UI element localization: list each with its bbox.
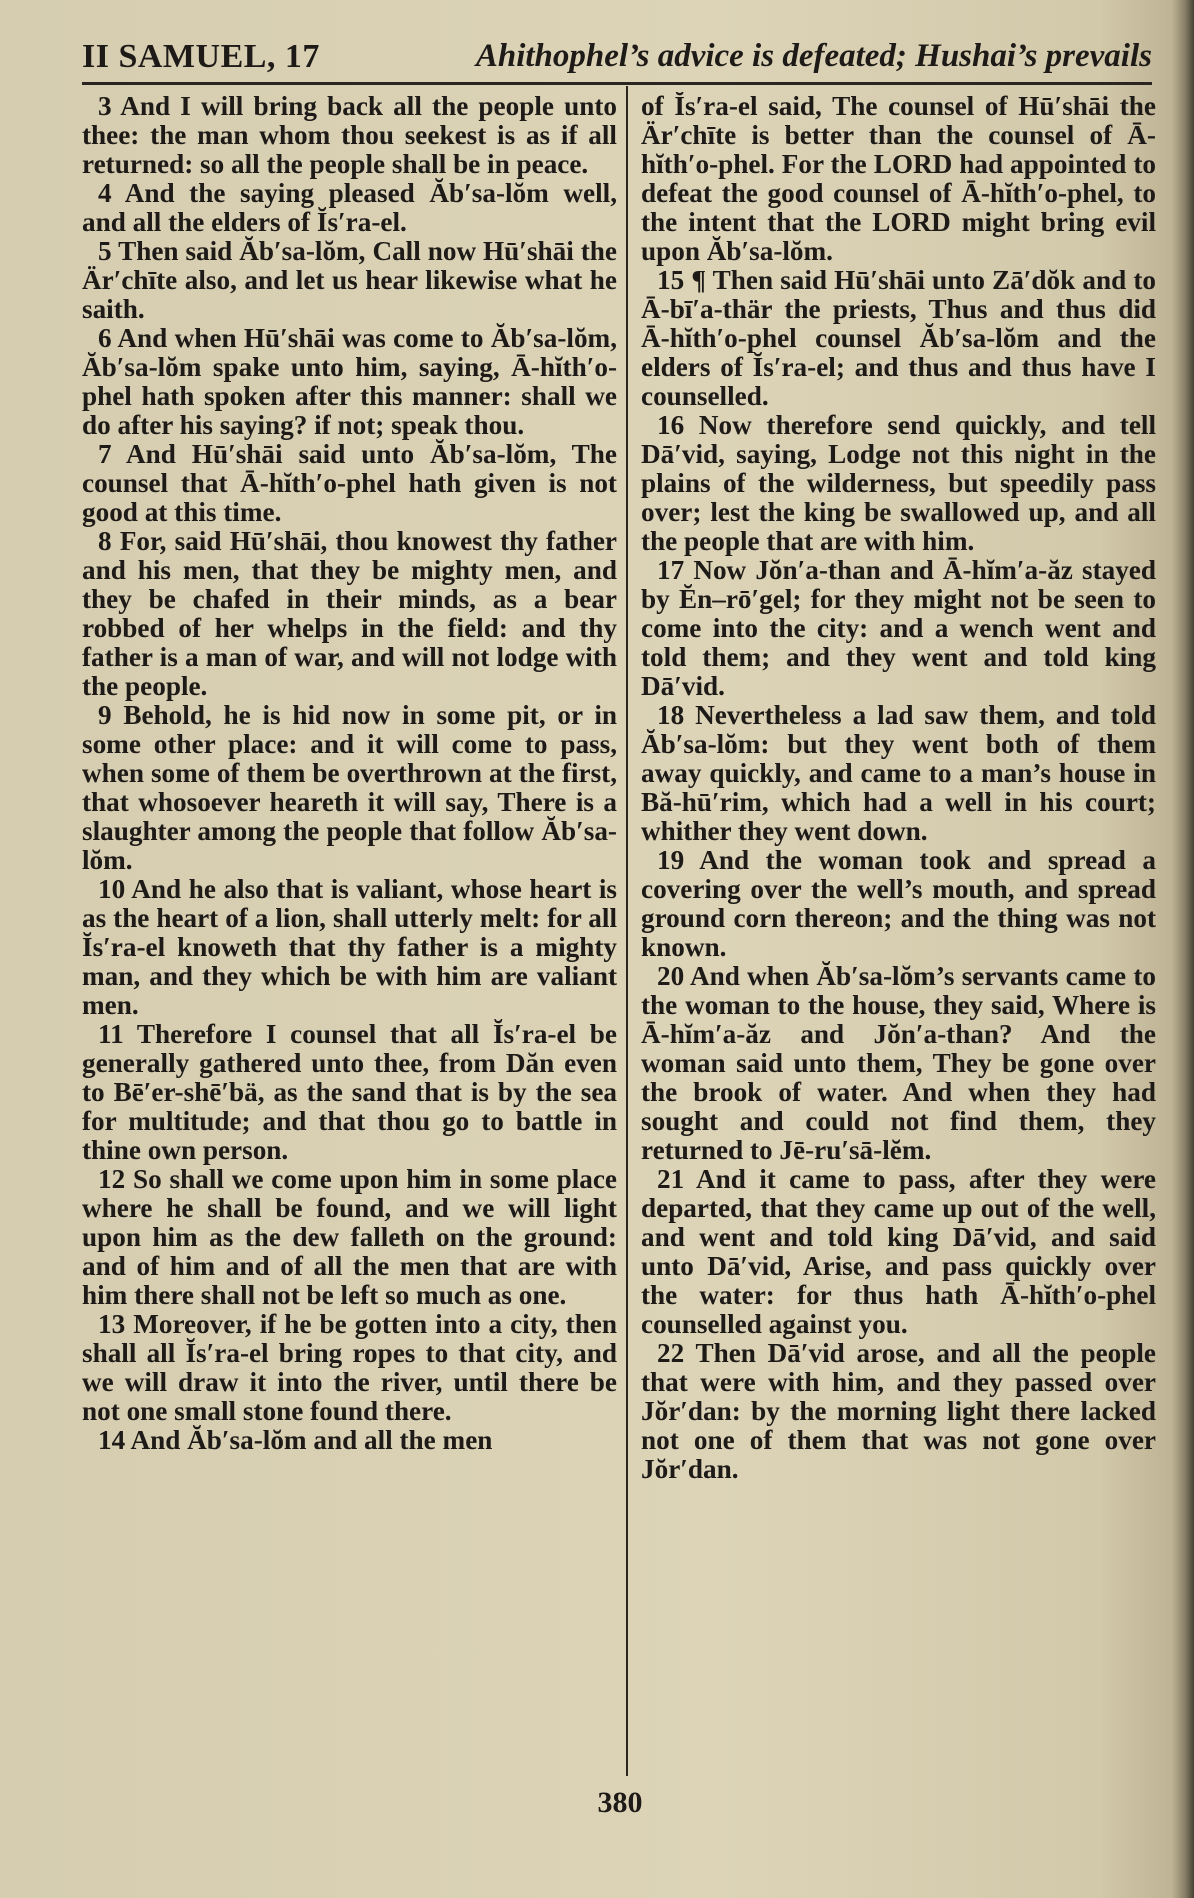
left-column	[82, 92, 617, 1782]
verse: 13 Moreover, if he be gotten into a city, then shall all Ĭs′ra-el bring ropes to that city, and we will draw it into the river, until there be not one small stone found there.	[82, 1309, 617, 1426]
page-number: 380	[597, 1786, 643, 1819]
verse: 16 Now therefore send quickly, and tell Dā′vid, saying, Lodge not this night in the plains of the wilderness, but speedily pass over; lest the king be swallowed up, and all the people that are with him.	[641, 410, 1156, 556]
verse: 14 And Ăb′sa-lŏm and all the men	[98, 1425, 493, 1455]
verse: 21 And it came to pass, after they were departed, that they came up out of the well, and went and told king Dā′vid, and said unto Dā′vid, Arise, and pass quickly over the water: for thus hath Ā-hĭth′o-phel counselled against you.	[641, 1164, 1156, 1339]
page-gutter-shadow	[1172, 0, 1194, 1898]
verse: 18 Nevertheless a lad saw them, and told Ăb′sa-lŏm: but they went both of them away quickly, and came to a man’s house in Bă-hū′rim, which had a well in his court; whither they went down.	[641, 700, 1156, 846]
verse: 11 Therefore I counsel that all Ĭs′ra-el be generally gathered unto thee, from Dăn even to Bē′er-shē′bä, as the sand that is by the sea for multitude; and that thou go to battle in thine own person.	[82, 1019, 617, 1165]
verse-continuation: of Ĭs′ra-el said, The counsel of Hū′shāi the Är′chīte is better than the counsel of Ā-hĭth′o-phel. For the LORD had appointed to defeat the good counsel of Ā-hĭth′o-phel, to the intent that the LORD might bring evil upon Ăb′sa-lŏm.	[641, 92, 1156, 266]
verse: 17 Now Jŏn′a-than and Ā-hĭm′a-ăz stayed by Ĕn–rō′gel; for they might not be seen to come into the city: and a wench went and told them; and they went and told king Dā′vid.	[641, 555, 1156, 701]
verse: 7 And Hū′shāi said unto Ăb′sa-lŏm, The counsel that Ā-hĭth′o-phel hath given is not good at this time.	[82, 439, 617, 527]
verse: 9 Behold, he is hid now in some pit, or in some other place: and it will come to pass, when some of them be overthrown at the first, that whosoever heareth it will say, There is a slaughter among the people that follow Ăb′sa-lŏm.	[82, 700, 617, 875]
verse: 5 Then said Ăb′sa-lŏm, Call now Hū′shāi the Är′chīte also, and let us hear likewise what he saith.	[82, 236, 617, 324]
verse: 15 ¶ Then said Hū′shāi unto Zā′dŏk and to Ā-bī′a-thär the priests, Thus and thus did Ā-hĭth′o-phel counsel Ăb′sa-lŏm and the elders of Ĭs′ra-el; and thus and thus have I counselled.	[641, 265, 1156, 411]
verse: 4 And the saying pleased Ăb′sa-lŏm well, and all the elders of Ĭs′ra-el.	[82, 178, 617, 237]
verse: 12 So shall we come upon him in some place where he shall be found, and we will light upon him as the dew falleth on the ground: and of him and of all the men that are with him there shall not be left so much as one.	[82, 1164, 617, 1310]
verse: 8 For, said Hū′shāi, thou knowest thy father and his men, that they be mighty men, and they be chafed in their minds, as a bear robbed of her whelps in the field: and thy father is a man of war, and will not lodge with the people.	[82, 526, 617, 701]
verse: 6 And when Hū′shāi was come to Ăb′sa-lŏm, Ăb′sa-lŏm spake unto him, saying, Ā-hĭth′o-phel hath spoken after this manner: shall we do after his saying? if not; speak thou.	[82, 323, 617, 440]
verse: 19 And the woman took and spread a covering over the well’s mouth, and spread ground corn thereon; and the thing was not known.	[641, 845, 1156, 962]
running-header	[82, 34, 1152, 84]
verse: 3 And I will bring back all the people unto thee: the man whom thou seekest is as if all returned: so all the people shall be in peace.	[82, 92, 617, 179]
book-chapter-heading: II SAMUEL, 17	[82, 38, 320, 75]
column-divider	[626, 86, 628, 1776]
header-rule	[82, 82, 1152, 85]
running-title: Ahithophel’s advice is defeated; Hushai’s prevails	[475, 38, 1152, 74]
verse: 22 Then Dā′vid arose, and all the people that were with him, and they passed over Jŏr′dan: by the morning light there lacked not one of them that was not gone over Jŏr′dan.	[641, 1338, 1156, 1484]
verse: 10 And he also that is valiant, whose heart is as the heart of a lion, shall utterly melt: for all Ĭs′ra-el knoweth that thy father is a mighty man, and they which be with him are valiant men.	[82, 874, 617, 1020]
verse: 20 And when Ăb′sa-lŏm’s servants came to the woman to the house, they said, Where is Ā-hĭm′a-ăz and Jŏn′a-than? And the woman said unto them, They be gone over the brook of water. And when they had sought and could not find them, they returned to Jē-ru′sā-lĕm.	[641, 961, 1156, 1165]
right-column	[641, 92, 1156, 1782]
